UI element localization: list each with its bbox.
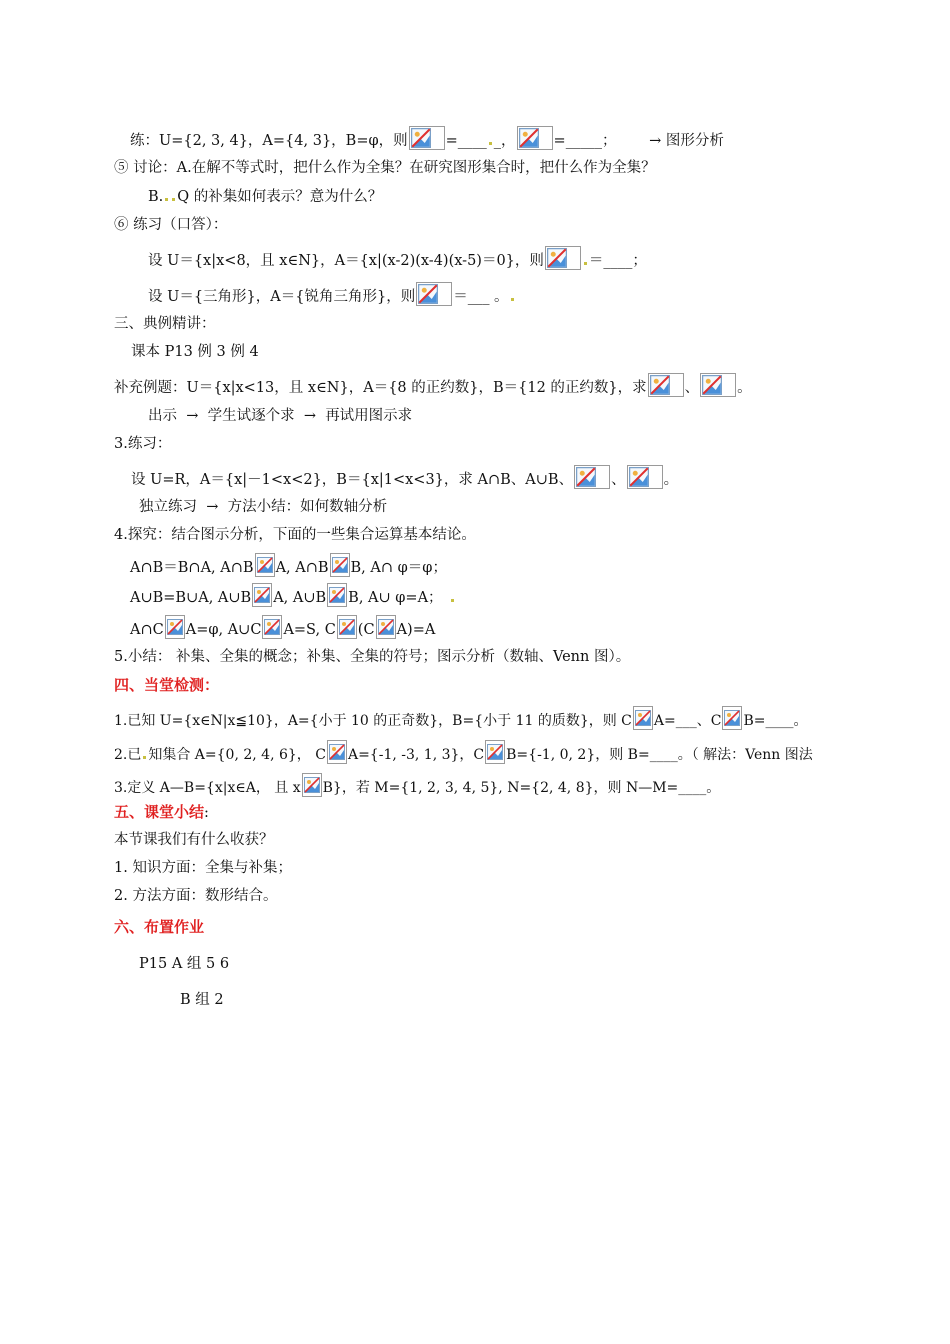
text: A=S, C — [283, 622, 336, 638]
text: (C — [357, 622, 375, 638]
arrow: → — [649, 133, 662, 149]
text: 设 U=R，A＝{x|－1<x<2}，B＝{x|1<x<3}，求 A∩B、A∪B、 — [131, 472, 574, 488]
summary-line: 5.小结： 补集、全集的概念；补集、全集的符号；图示分析（数轴、Venn 图）。 — [114, 649, 631, 665]
text: 、 — [611, 472, 626, 488]
text: =_____； — [553, 133, 617, 149]
text: A∩B＝B∩A, A∩B — [130, 560, 254, 576]
broken-image-icon — [517, 126, 553, 150]
gain-item-2: 2. 方法方面：数形结合。 — [114, 888, 278, 904]
text: 独立练习 — [139, 499, 197, 515]
text: 练：U={2, 3, 4}，A={4, 3}，B=φ，则 — [130, 133, 408, 149]
text: ＝___ 。 — [453, 289, 509, 305]
exercise-line-1: 练：U={2, 3, 4}，A={4, 3}，B=φ，则 =____ _， =_____； → 图形分析 — [130, 126, 724, 151]
broken-image-icon — [255, 553, 275, 577]
section-six-heading: 六、布置作业 — [114, 918, 205, 936]
practice-3-problem — [131, 465, 678, 490]
section-five-heading — [114, 802, 209, 823]
text: A=___、C — [653, 713, 722, 729]
text: B, A∪ φ=A； — [348, 590, 443, 606]
text: 知集合 A={0, 2, 4, 6}， C — [148, 747, 326, 763]
text: : — [204, 805, 209, 821]
broken-image-icon — [337, 615, 357, 639]
broken-image-icon — [327, 740, 347, 764]
broken-image-icon — [330, 553, 350, 577]
broken-image-icon — [627, 465, 663, 489]
broken-image-icon — [700, 373, 736, 397]
artifact-dot — [584, 262, 587, 265]
practice-3-heading: 3.练习： — [114, 436, 172, 452]
text: 补充例题：U＝{x|x<13，且 x∈N}，A＝{8 的正约数}，B＝{12 的正约数}，求 — [114, 380, 647, 396]
text: 图形分析 — [665, 133, 724, 149]
heading-text: 五、课堂小结 — [114, 803, 205, 821]
text: B, A∩ φ＝φ； — [350, 560, 447, 576]
check-problem-2 — [114, 740, 813, 765]
text: 出示 — [148, 408, 177, 424]
text: 。 — [737, 380, 752, 396]
broken-image-icon — [574, 465, 610, 489]
text: ， — [501, 133, 516, 149]
artifact-dot — [511, 298, 514, 301]
homework-group-b: B 组 2 — [180, 992, 224, 1008]
broken-image-icon — [633, 706, 653, 730]
text: 2.已 — [114, 747, 142, 763]
section-three-heading: 三、典例精讲： — [114, 316, 216, 332]
artifact-dot — [143, 756, 146, 759]
text: 学生试逐个求 — [207, 408, 295, 424]
text: A, A∩B — [275, 560, 329, 576]
text: A=φ, A∪C — [185, 622, 262, 638]
textbook-examples: 课本 P13 例 3 例 4 — [131, 344, 259, 360]
text: 1.已知 U={x∈N|x≦10}，A={小于 10 的正奇数}，B={小于 11 的质数}，则 C — [114, 713, 632, 729]
homework-group-a: P15 A 组 5 6 — [139, 956, 230, 972]
artifact-dot — [451, 599, 454, 602]
broken-image-icon — [262, 615, 282, 639]
check-problem-3 — [114, 773, 720, 798]
text: 、 — [684, 380, 700, 396]
discussion-line-b — [148, 187, 382, 207]
explore-heading: 4.探究：结合图示分析，下面的一些集合运算基本结论。 — [114, 527, 476, 543]
broken-image-icon — [327, 583, 347, 607]
arrow: → — [206, 499, 219, 515]
broken-image-icon — [416, 282, 452, 306]
property-line-2 — [130, 583, 456, 608]
text: 设 U＝{x|x<8，且 x∈N}，A＝{x|(x-2)(x-4)(x-5)＝0}，则 — [148, 253, 544, 269]
text: 3.定义 A—B={x|x∈A， 且 x — [114, 780, 301, 796]
teaching-flow — [148, 406, 412, 426]
text: B. — [148, 189, 164, 205]
text: B={-1, 0, 2}，则 B=____。（ 解法：Venn 图法 — [506, 747, 813, 763]
text: A∪B=B∪A, A∪B — [130, 590, 252, 606]
broken-image-icon — [165, 615, 185, 639]
section-four-heading: 四、当堂检测： — [114, 676, 220, 694]
text: B}，若 M={1, 2, 3, 4, 5}, N={2, 4, 8}，则 N—M=____。 — [322, 780, 721, 796]
broken-image-icon — [409, 126, 445, 150]
property-line-3 — [130, 615, 435, 640]
text: A)=A — [396, 622, 436, 638]
text: A={-1, -3, 1, 3}，C — [347, 747, 485, 763]
text: A∩C — [130, 622, 164, 638]
text: A, A∪B — [273, 590, 327, 606]
practice-line-2 — [148, 282, 516, 307]
broken-image-icon — [648, 373, 684, 397]
arrow: → — [303, 408, 316, 424]
check-problem-1 — [114, 706, 808, 731]
text: B=____。 — [743, 713, 808, 729]
text: 再试用图示求 — [325, 408, 413, 424]
supplement-example — [114, 373, 752, 398]
text: 方法小结：如何数轴分析 — [227, 499, 388, 515]
discussion-line: ⑤ 讨论：A.在解不等式时，把什么作为全集？在研究图形集合时，把什么作为全集？ — [114, 160, 656, 176]
text: =____ — [445, 133, 487, 149]
practice-heading: ⑥ 练习（口答）： — [114, 217, 228, 233]
practice-line-1 — [148, 246, 647, 271]
broken-image-icon — [722, 706, 742, 730]
broken-image-icon — [252, 583, 272, 607]
broken-image-icon — [302, 773, 322, 797]
text: 。 — [663, 472, 679, 488]
text: 设 U＝{三角形}，A＝{锐角三角形}，则 — [148, 289, 416, 305]
independent-practice — [139, 497, 387, 517]
text: Q 的补集如何表示？意为什么？ — [177, 189, 383, 205]
artifact-dot — [165, 198, 168, 201]
gain-item-1: 1. 知识方面：全集与补集； — [114, 860, 292, 876]
broken-image-icon — [376, 615, 396, 639]
text: ＝____； — [588, 253, 647, 269]
reflection-question: 本节课我们有什么收获？ — [114, 832, 274, 848]
artifact-dot — [489, 142, 492, 145]
property-line-1 — [130, 553, 447, 578]
broken-image-icon — [485, 740, 505, 764]
arrow: → — [186, 408, 199, 424]
artifact-dot — [172, 198, 175, 201]
broken-image-icon — [545, 246, 581, 270]
